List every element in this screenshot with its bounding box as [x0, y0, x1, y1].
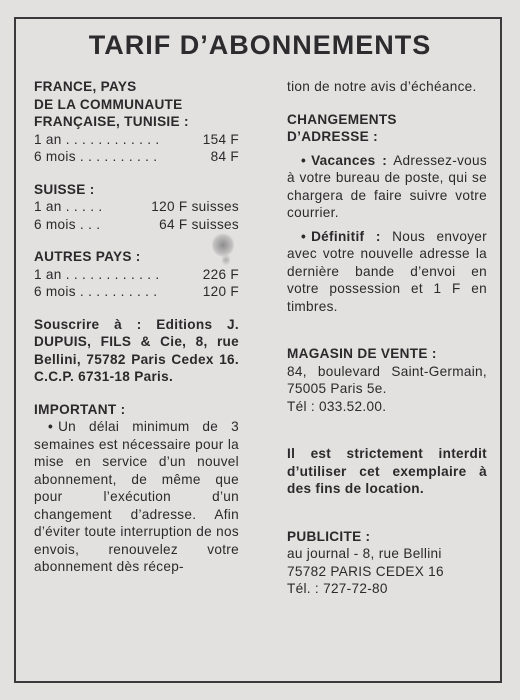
- ink-smudge: [222, 253, 230, 267]
- price-row: 6 mois . . . . . . . . . . 84 F: [34, 149, 239, 164]
- publicite-heading: PUBLICITE :: [287, 528, 371, 544]
- important-heading: IMPORTANT :: [34, 401, 126, 417]
- publicite-line: 75782 PARIS CEDEX 16: [287, 563, 444, 579]
- important-continued: tion de notre avis d’échéance.: [287, 79, 477, 94]
- interdit-notice: Il est strictement interdit d’utiliser cet exemplaire à des fins de location.: [287, 446, 487, 496]
- vacances-paragraph: • Vacances : Adressez-vous à votre bureau de poste, qui se chargera de faire suivre votre courrier.: [287, 152, 487, 222]
- price-row: 6 mois . . . . . . . . . . 120 F: [34, 284, 239, 299]
- publicite-line: Tél. : 727-72-80: [287, 581, 388, 596]
- souscrire-text: Souscrire à : Editions J. DUPUIS, FILS & Cie, 8, rue Bellini, 75782 Paris Cedex 16. C.C.P. 6731-18 Paris.: [34, 316, 239, 384]
- magasin-address: 84, boulevard Saint-Germain, 75005 Paris 5e.: [287, 363, 487, 396]
- publicite-line: au journal - 8, rue Bellini: [287, 546, 442, 561]
- changements-heading: CHANGEMENTS D’ADRESSE :: [287, 111, 397, 144]
- important-text: • Un délai minimum de 3 semaines est nécessaire pour la mise en service d’un nouvel abonnement, de même que pour l’exécution d’un changement d’adresse. Afin d’éviter toute interruption de nos envois, renouvelez votre abonnement dès récep-: [34, 418, 239, 576]
- price-row: 6 mois . . . 64 F suisses: [34, 216, 239, 232]
- price-row: 1 an . . . . . . . . . . . . 226 F: [34, 266, 239, 282]
- france-heading: FRANCE, PAYS DE LA COMMUNAUTE FRANÇAISE, TUNISIE :: [34, 79, 189, 129]
- right-column: [287, 78, 487, 598]
- page-title: TARIF D’ABONNEMENTS: [88, 30, 432, 60]
- price-row: 1 an . . . . . . . . . . . . 154 F: [34, 131, 239, 147]
- suisse-heading: SUISSE :: [34, 181, 95, 197]
- left-column: [34, 78, 239, 576]
- autres-heading: AUTRES PAYS :: [34, 249, 141, 264]
- price-row: 1 an . . . . . 120 F suisses: [34, 199, 239, 214]
- magasin-heading: MAGASIN DE VENTE :: [287, 346, 437, 361]
- magasin-tel: Tél : 033.52.00.: [287, 398, 387, 414]
- definitif-paragraph: • Définitif : Nous envoyer avec votre nouvelle adresse la dernière bande d’envoi en votre possession et 1 F en timbres.: [287, 228, 487, 316]
